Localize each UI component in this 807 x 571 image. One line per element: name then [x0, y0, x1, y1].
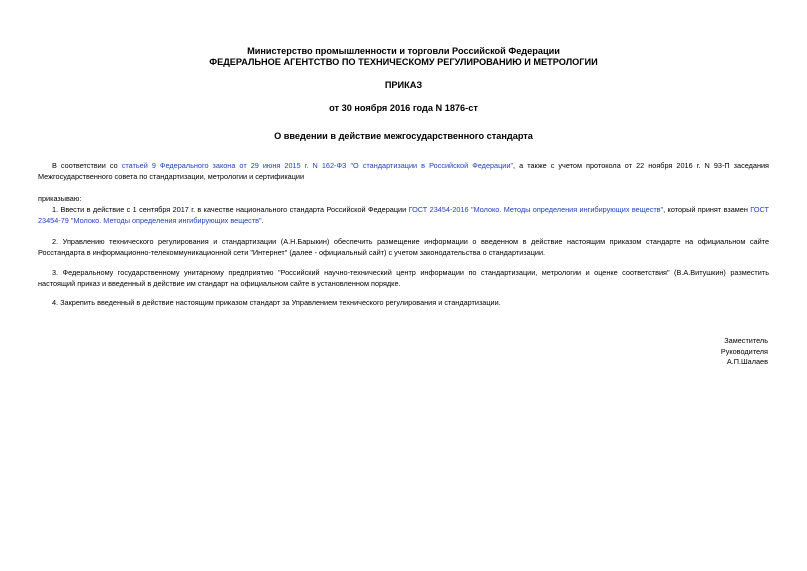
intro-paragraph	[38, 160, 769, 182]
signature-block	[568, 336, 768, 368]
item-4-text: 4. Закрепить введенный в действие настоящим приказом стандарт за Управлением технического регулирования и стандартизации.	[52, 298, 501, 307]
intro-text-prefix: В соответствии со	[52, 161, 122, 170]
agency-name: ФЕДЕРАЛЬНОЕ АГЕНТСТВО ПО ТЕХНИЧЕСКОМУ РЕГУЛИРОВАНИЮ И МЕТРОЛОГИИ	[209, 57, 598, 67]
signature-title: Заместитель	[724, 336, 768, 345]
document-date-number: от 30 ноября 2016 года N 1876-ст	[329, 103, 478, 113]
ministry-name: Министерство промышленности и торговли Российской Федерации	[247, 46, 560, 56]
document-type: ПРИКАЗ	[384, 80, 423, 90]
item-3-text: 3. Федеральному государственному унитарному предприятию "Российский научно-технический центр информации по стандартизации, метрологии и оценке соответствия" (В.А.Витушкин) разместить настоящий приказ и введенный в действие им стандарт на официальном сайте в установленном порядке.	[38, 268, 769, 288]
document-subject: О введении в действие межгосударственного стандарта	[274, 131, 533, 141]
signature-position: Руководителя	[720, 346, 768, 356]
item-1-text-a: 1. Ввести в действие с 1 сентября 2017 г. в качестве национального стандарта Российской Федерации	[52, 205, 409, 214]
item-2-paragraph	[38, 236, 769, 258]
item-1-paragraph	[38, 204, 769, 226]
gost-2016-link[interactable]: ГОСТ 23454-2016 "Молоко. Методы определения ингибирующих веществ"	[408, 205, 664, 214]
item-2-text: 2. Управлению технического регулирования и стандартизации (А.Н.Барыкин) обеспечить размещение информации о введенном в действие настоящим приказом стандарте на официальном сайте Росстандарта в информационно-телекоммуникационной сети "Интернет" (далее - официальный сайт) с учетом законодательства о стандартизации.	[38, 237, 769, 257]
item-1-text-c: .	[261, 216, 264, 225]
item-3-paragraph	[38, 267, 769, 289]
signature-name: А.П.Шалаев	[726, 357, 768, 366]
item-1-text-b: , который принят взамен	[663, 205, 751, 214]
intro-text-suffix: , а также с учетом протокола от 22 ноября 2016 г. N 93-П заседания Межгосударственного совета по стандартизации, метрологии и сертификации	[38, 161, 769, 181]
gost-1979-link[interactable]: ГОСТ 23454-79 "Молоко. Методы определения ингибирующих веществ"	[38, 205, 769, 225]
federal-law-link[interactable]: статьей 9 Федерального закона от 29 июня 2015 г. N 162-ФЗ "О стандартизации в Российской Федерации"	[121, 161, 514, 170]
order-word: приказываю:	[38, 194, 82, 203]
item-4-paragraph	[38, 297, 769, 308]
